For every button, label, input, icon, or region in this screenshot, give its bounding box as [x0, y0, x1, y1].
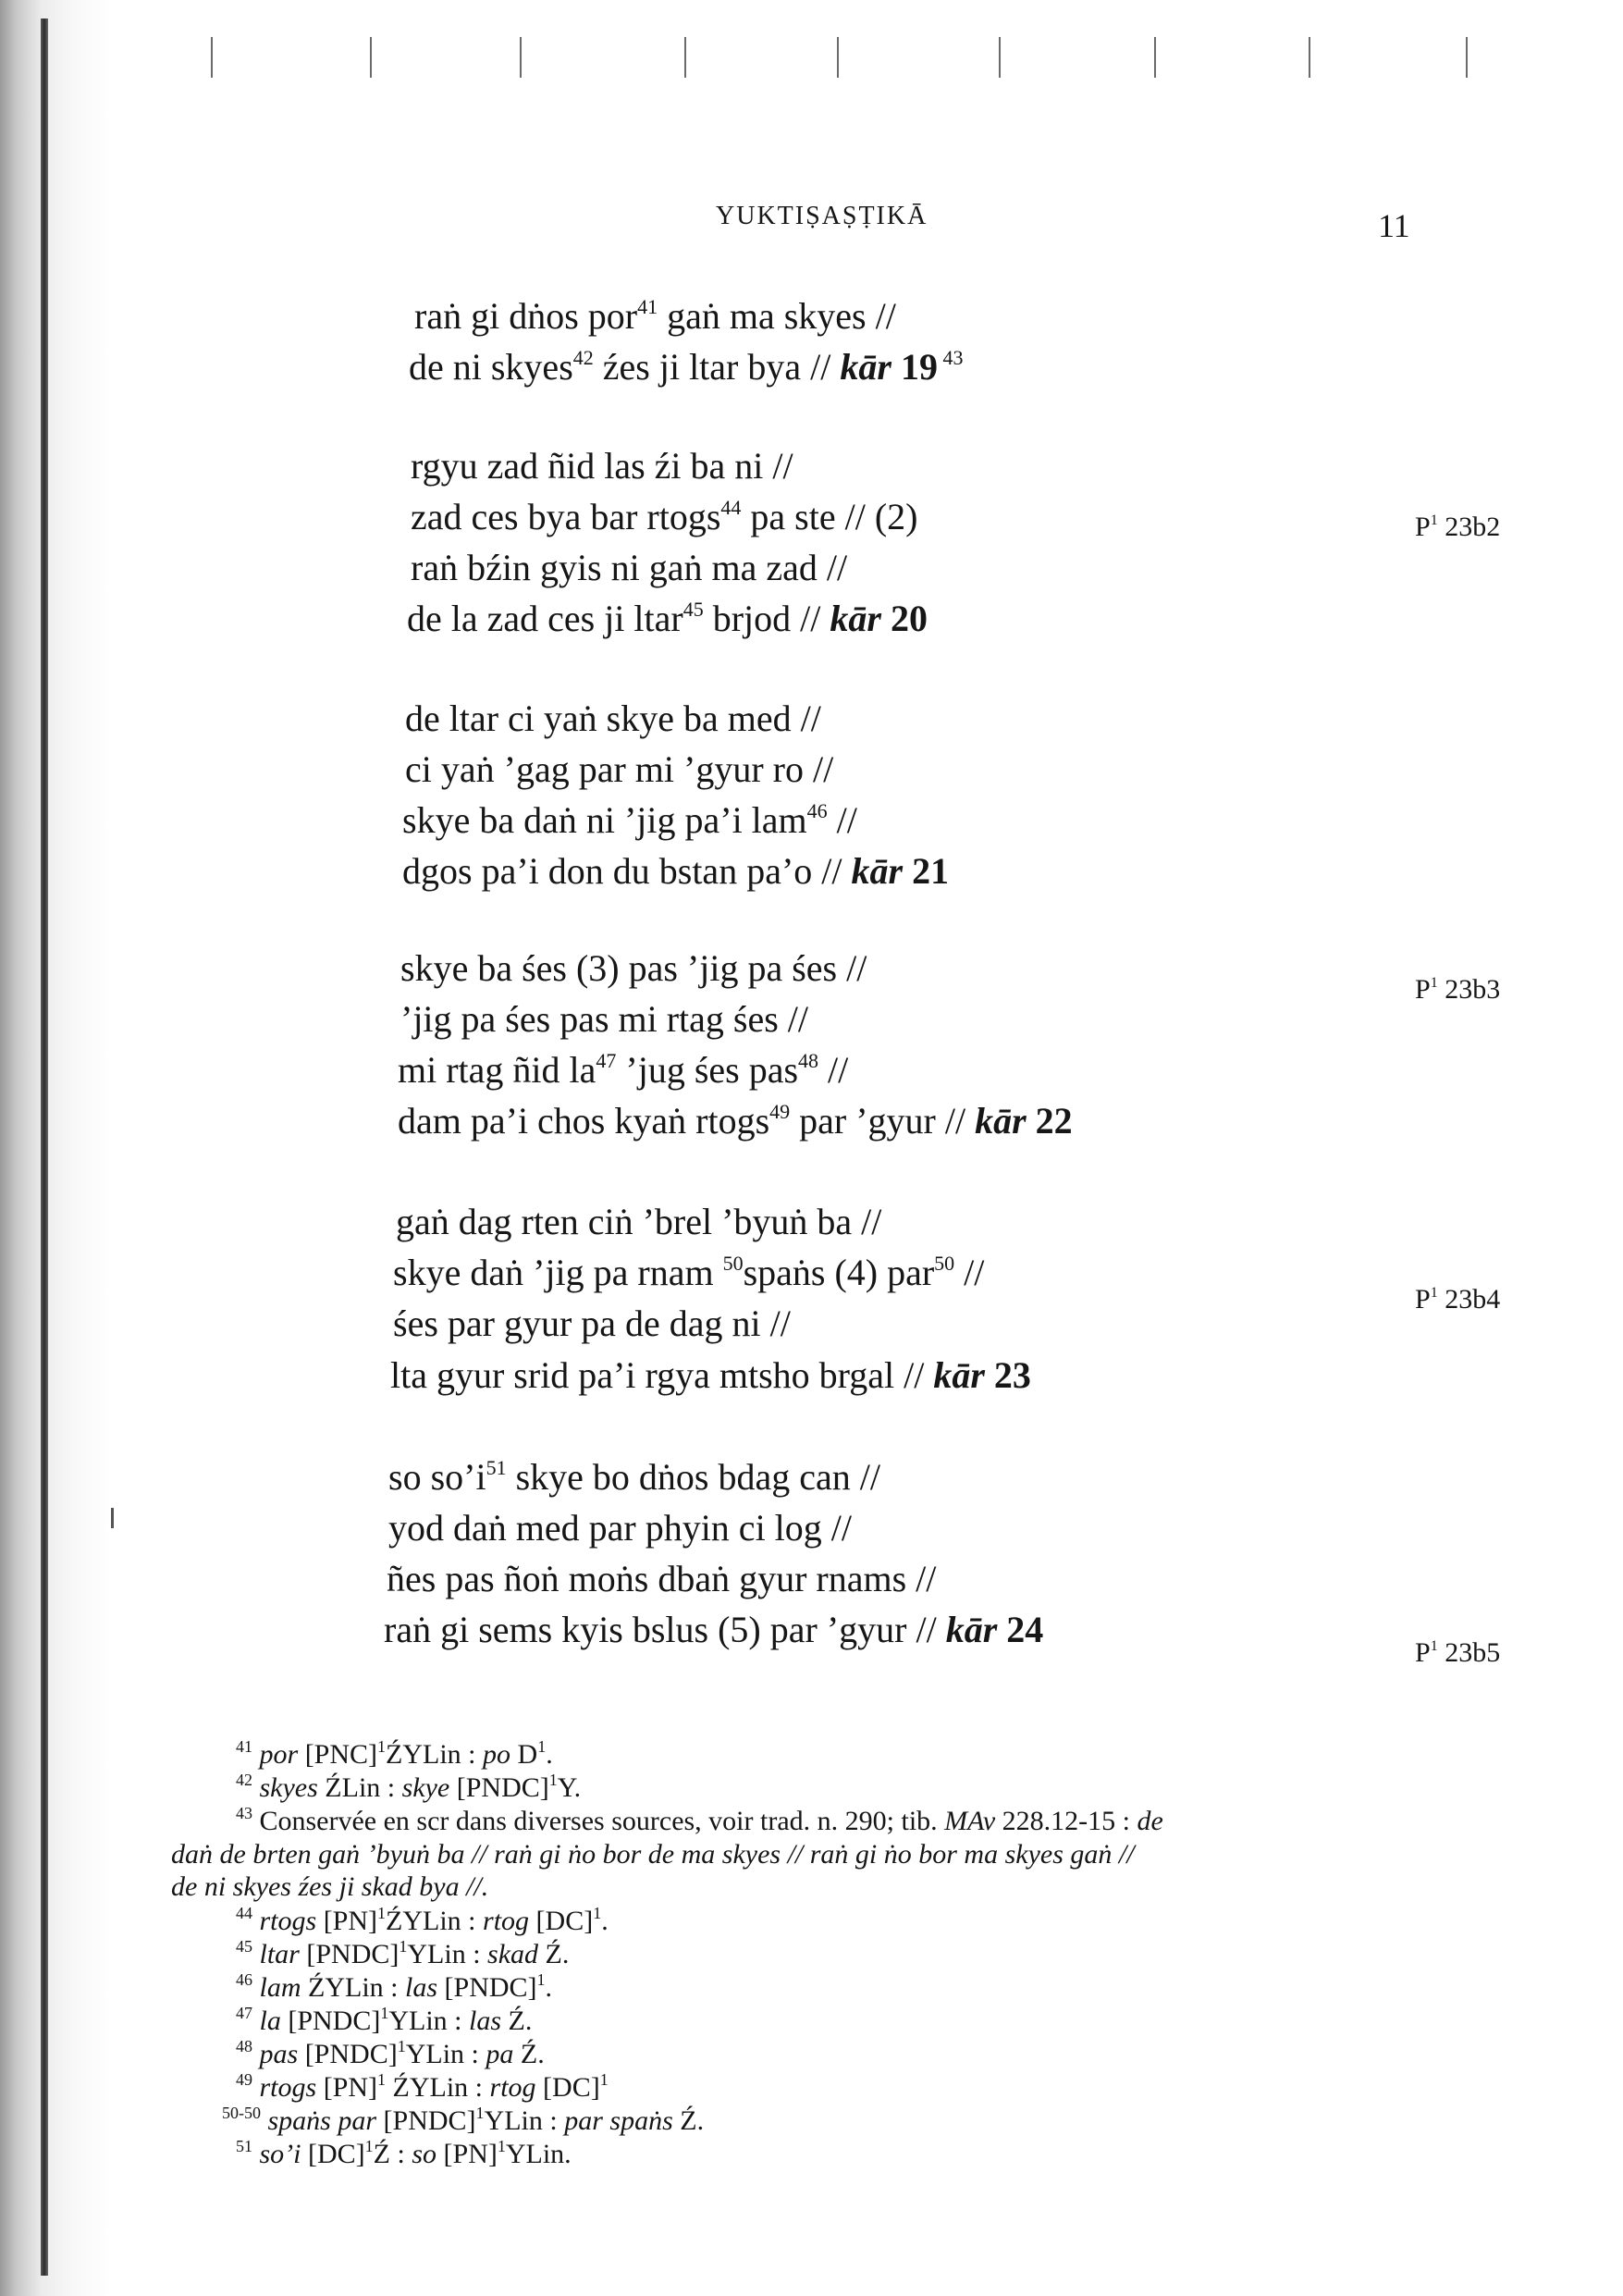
- footnote-text: [DC]: [535, 2072, 600, 2103]
- footnote-number: 42: [236, 1771, 252, 1789]
- verse-text: ci yaṅ ’gag par mi ’gyur ro //: [405, 748, 834, 790]
- footnote-marker: 41: [637, 295, 658, 318]
- verse-line: [393, 1302, 791, 1345]
- footnote-superscript: 1: [497, 2137, 506, 2155]
- footnote-reading: por: [259, 1739, 299, 1770]
- verse-line: [390, 1353, 1031, 1397]
- verse-text: gaṅ dag rten ciṅ ’brel ’byuṅ ba //: [396, 1201, 882, 1242]
- verse-text: so so’i: [388, 1456, 486, 1498]
- footnote-number: 43: [236, 1804, 252, 1822]
- footnote-reading: pas: [259, 2039, 299, 2069]
- verse-line: [388, 1506, 852, 1549]
- footnote-text: Ź.: [538, 1939, 570, 1969]
- footnote-reading: spaṅs par: [267, 2105, 377, 2136]
- verse-text: skye daṅ ’jig pa rnam: [393, 1252, 723, 1293]
- folio-edition: P: [1415, 1637, 1431, 1668]
- verse-line: [402, 849, 949, 893]
- footnote-reading: daṅ de brten gaṅ ’byuṅ ba // raṅ gi ṅo bor de ma skyes // raṅ gi ṅo bor ma skyes gaṅ //: [171, 1839, 1135, 1870]
- verse-line: [405, 697, 821, 740]
- footnote-reading: skyes: [259, 1772, 318, 1803]
- footnote-text: [PNDC]: [299, 1939, 400, 1969]
- verse-line: [384, 1608, 1043, 1651]
- footnote: [236, 1906, 609, 1937]
- footnote-reading: de ni skyes źes ji skad bya //.: [171, 1871, 489, 1902]
- footnote-reading: par spaṅs: [564, 2105, 673, 2136]
- footnote-text: YLin :: [484, 2105, 565, 2136]
- footnote: [236, 1939, 569, 1970]
- verse-text: skye ba śes (3) pas ’jig pa śes //: [400, 947, 867, 989]
- footnote-superscript: 1: [536, 1970, 546, 1989]
- margin-folio-ref: [1415, 974, 1500, 1006]
- footnote-reading: skad: [487, 1939, 539, 1969]
- footnote-text: ŹYLin :: [386, 1739, 484, 1770]
- footnote-superscript: 1: [475, 2104, 485, 2122]
- karika-number: 20: [880, 598, 928, 639]
- folio-superscript: 1: [1430, 1638, 1438, 1654]
- folio-superscript: 1: [1430, 512, 1438, 528]
- verse-line: [411, 546, 847, 589]
- folio-superscript: 1: [1430, 1285, 1438, 1301]
- footnote: [236, 1772, 581, 1804]
- verse-text: de ltar ci yaṅ skye ba med //: [405, 697, 821, 739]
- verse-text: raṅ bźin gyis ni gaṅ ma zad //: [411, 547, 848, 588]
- footnote-text: [DC]: [301, 2139, 365, 2169]
- footnote-number: 44: [236, 1904, 252, 1922]
- footnote-number: 49: [236, 2070, 252, 2089]
- footnote-text: D: [510, 1739, 538, 1770]
- folio-edition: P: [1415, 512, 1431, 542]
- footnote-reading: pa: [486, 2039, 514, 2069]
- verse-text: //: [954, 1252, 985, 1293]
- karika-label: kār: [933, 1354, 985, 1396]
- footnote-reading: skye: [401, 1772, 450, 1803]
- karika-label: kār: [840, 346, 891, 388]
- footnote-text: [DC]: [529, 1906, 594, 1936]
- verse-text: par ’gyur //: [790, 1100, 976, 1142]
- footnote-text: .: [546, 1739, 553, 1770]
- book-spine-shadow: [0, 0, 111, 2296]
- verse-line: [388, 1455, 880, 1499]
- verse-text: dgos pa’i don du bstan pa’o //: [402, 850, 852, 892]
- karika-number: 24: [997, 1609, 1044, 1650]
- verse-text: //: [818, 1049, 849, 1091]
- footnote-marker: 43: [937, 346, 964, 369]
- verse-text: dam pa’i chos kyaṅ rtogs: [398, 1100, 770, 1142]
- verse-text: rgyu zad ñid las źi ba ni //: [411, 445, 793, 487]
- verse-text: ’jig pa śes pas mi rtag śes //: [400, 998, 809, 1040]
- footnote-reading: las: [469, 2006, 502, 2036]
- verse-text: mi rtag ñid la: [398, 1049, 596, 1091]
- verse-line: [387, 1557, 936, 1600]
- footnote-number: 46: [236, 1970, 252, 1989]
- footnote-text: [PNDC]: [376, 2105, 476, 2136]
- karika-label: kār: [851, 850, 904, 892]
- footnote-reading: rtog: [489, 2072, 536, 2103]
- footnote-reading: las: [405, 1972, 438, 2003]
- footnote-marker: 50: [934, 1252, 955, 1275]
- footnote-reading: rtogs: [259, 2072, 317, 2103]
- footnote-superscript: 1: [593, 1904, 602, 1922]
- page-number: 11: [1378, 207, 1410, 244]
- verse-text: ’jug śes pas: [616, 1049, 799, 1091]
- footnote-number: 45: [236, 1937, 252, 1956]
- verse-text: gaṅ ma skyes //: [658, 295, 896, 337]
- footnote-continuation: [171, 1839, 1135, 1870]
- footnote-text: 228.12-15 :: [995, 1806, 1137, 1836]
- footnote-reading: po: [483, 1739, 511, 1770]
- verse-text: ñes pas ñoṅ moṅs dbaṅ gyur rnams //: [387, 1558, 937, 1599]
- karika-label: kār: [830, 598, 881, 639]
- verse-text: lta gyur srid pa’i rgya mtsho brgal //: [390, 1354, 934, 1396]
- verse-line: [398, 1048, 848, 1092]
- footnote-text: YLin :: [405, 2039, 486, 2069]
- margin-folio-ref: [1415, 512, 1500, 543]
- footnote-text: Ź.: [501, 2006, 533, 2036]
- footnote-text: Ź :: [373, 2139, 412, 2169]
- verse-line: [411, 444, 793, 488]
- footnote-reading: so’i: [259, 2139, 301, 2169]
- verse-text: zad ces bya bar rtogs: [411, 496, 721, 537]
- footnote-marker: 49: [769, 1100, 791, 1123]
- verse-line: [398, 1099, 1073, 1142]
- footnote-continuation: [171, 1871, 488, 1903]
- footnote-text: [PN]: [316, 2072, 378, 2103]
- footnote-text: YLin :: [407, 1939, 488, 1969]
- verse-text: skye bo dṅos bdag can //: [506, 1456, 880, 1498]
- footnote-text: ŹLin :: [317, 1772, 402, 1803]
- verse-line: [414, 294, 896, 338]
- footnote-text: [PNDC]: [298, 2039, 398, 2069]
- verse-line: [411, 495, 917, 538]
- footnote-superscript: 1: [377, 1737, 387, 1756]
- margin-folio-ref: [1415, 1637, 1500, 1669]
- verse-text: brjod //: [703, 598, 830, 639]
- footnote-marker: 48: [798, 1049, 819, 1072]
- footnote-text: [PNDC]: [437, 1972, 537, 2003]
- footnote-reading: lam: [259, 1972, 301, 2003]
- footnote-reading: la: [259, 2006, 281, 2036]
- footnote-superscript: 1: [599, 2070, 609, 2089]
- folio-edition: P: [1415, 974, 1431, 1005]
- gutter-line: [41, 19, 48, 2276]
- footnote-marker: 44: [720, 496, 742, 519]
- footnote-reading: rtog: [483, 1906, 530, 1936]
- folio-number: 23b5: [1437, 1637, 1501, 1668]
- verse-line: [400, 946, 867, 990]
- footnote: [236, 1972, 552, 2004]
- footnote-text: ŹYLin :: [386, 1906, 484, 1936]
- verse-text: raṅ gi sems kyis bslus (5) par ’gyur //: [384, 1609, 946, 1650]
- footnote-number: 50-50: [222, 2104, 261, 2122]
- footnote-reading: de: [1137, 1806, 1163, 1836]
- footnote-superscript: 1: [548, 1771, 558, 1789]
- footnote: [236, 2039, 545, 2070]
- footnote-marker: 46: [806, 799, 828, 822]
- karika-label: kār: [975, 1100, 1027, 1142]
- karika-number: 19: [891, 346, 938, 388]
- verse-text: de ni skyes: [409, 346, 573, 388]
- verse-line: [409, 345, 963, 389]
- footnote-text: Ź.: [672, 2105, 705, 2136]
- folio-superscript: 1: [1430, 975, 1438, 991]
- verse-line: [402, 798, 857, 842]
- footnote-reading: rtogs: [259, 1906, 317, 1936]
- footnote-number: 51: [236, 2137, 252, 2155]
- running-title: YUKTIṢAṢṬIKĀ: [716, 202, 928, 230]
- footnote: [222, 2105, 704, 2137]
- footnote-text: .: [601, 1906, 609, 1936]
- footnote: [236, 2006, 532, 2037]
- footnote-text: YLin.: [505, 2139, 572, 2169]
- footnote: [236, 2139, 572, 2170]
- verse-text: pa ste // (2): [741, 496, 918, 537]
- scan-tick-marks: [185, 37, 1572, 93]
- verse-text: raṅ gi dṅos por: [414, 295, 638, 337]
- footnote-marker: 42: [572, 346, 594, 369]
- margin-folio-ref: [1415, 1284, 1500, 1315]
- verse-text: skye ba daṅ ni ’jig pa’i lam: [402, 799, 807, 841]
- footnote-marker: 51: [486, 1456, 507, 1479]
- footnote-text: .: [545, 1972, 553, 2003]
- verse-text: yod daṅ med par phyin ci log //: [388, 1507, 853, 1549]
- footnote-superscript: 1: [377, 2070, 387, 2089]
- footnote-reading: ltar: [259, 1939, 300, 1969]
- footnote-text: Ź.: [513, 2039, 545, 2069]
- folio-number: 23b2: [1437, 512, 1501, 542]
- footnote-superscript: 1: [397, 2037, 406, 2055]
- footnote-marker: 45: [682, 598, 704, 621]
- footnote-reading: MAv: [944, 1806, 996, 1836]
- footnote-superscript: 1: [399, 1937, 408, 1956]
- footnote-text: Conservée en scr dans diverses sources, voir trad. n. 290; tib.: [259, 1806, 945, 1836]
- folio-number: 23b3: [1437, 974, 1501, 1005]
- footnote-text: Y.: [557, 1772, 582, 1803]
- karika-number: 21: [903, 850, 950, 892]
- verse-line: [393, 1251, 984, 1294]
- footnote-text: ŹYLin :: [386, 2072, 490, 2103]
- footnote-marker: 50: [722, 1252, 744, 1275]
- footnote-superscript: 1: [380, 2004, 389, 2022]
- verse-text: //: [827, 799, 857, 841]
- verse-line: [396, 1200, 881, 1243]
- footnote-text: YLin :: [388, 2006, 470, 2036]
- footnote: [236, 1806, 1163, 1837]
- karika-label: kār: [945, 1609, 998, 1650]
- footnote-number: 47: [236, 2004, 252, 2022]
- footnote-number: 41: [236, 1737, 252, 1756]
- folio-number: 23b4: [1437, 1284, 1501, 1315]
- footnote-marker: 47: [596, 1049, 617, 1072]
- footnote-text: [PNDC]: [280, 2006, 381, 2036]
- verse-text: śes par gyur pa de dag ni //: [393, 1302, 791, 1344]
- footnote: [236, 1739, 553, 1771]
- footnote-text: [PN]: [316, 1906, 378, 1936]
- footnote-superscript: 1: [537, 1737, 547, 1756]
- footnote: [236, 2072, 609, 2104]
- verse-line: [400, 997, 808, 1041]
- verse-line: [405, 747, 833, 791]
- karika-number: 22: [1026, 1100, 1073, 1142]
- footnote-text: [PNDC]: [449, 1772, 549, 1803]
- footnote-text: [PN]: [436, 2139, 498, 2169]
- stray-mark: [111, 1508, 114, 1528]
- karika-number: 23: [984, 1354, 1031, 1396]
- footnote-superscript: 1: [364, 2137, 374, 2155]
- footnote-text: [PNC]: [298, 1739, 378, 1770]
- verse-line: [407, 597, 928, 640]
- verse-text: spaṅs (4) par: [743, 1252, 935, 1293]
- verse-text: de la zad ces ji ltar: [407, 598, 683, 639]
- verse-text: źes ji ltar bya //: [593, 346, 841, 388]
- footnote-reading: so: [412, 2139, 437, 2169]
- footnote-number: 48: [236, 2037, 252, 2055]
- folio-edition: P: [1415, 1284, 1431, 1315]
- footnote-superscript: 1: [377, 1904, 387, 1922]
- footnote-text: ŹYLin :: [301, 1972, 405, 2003]
